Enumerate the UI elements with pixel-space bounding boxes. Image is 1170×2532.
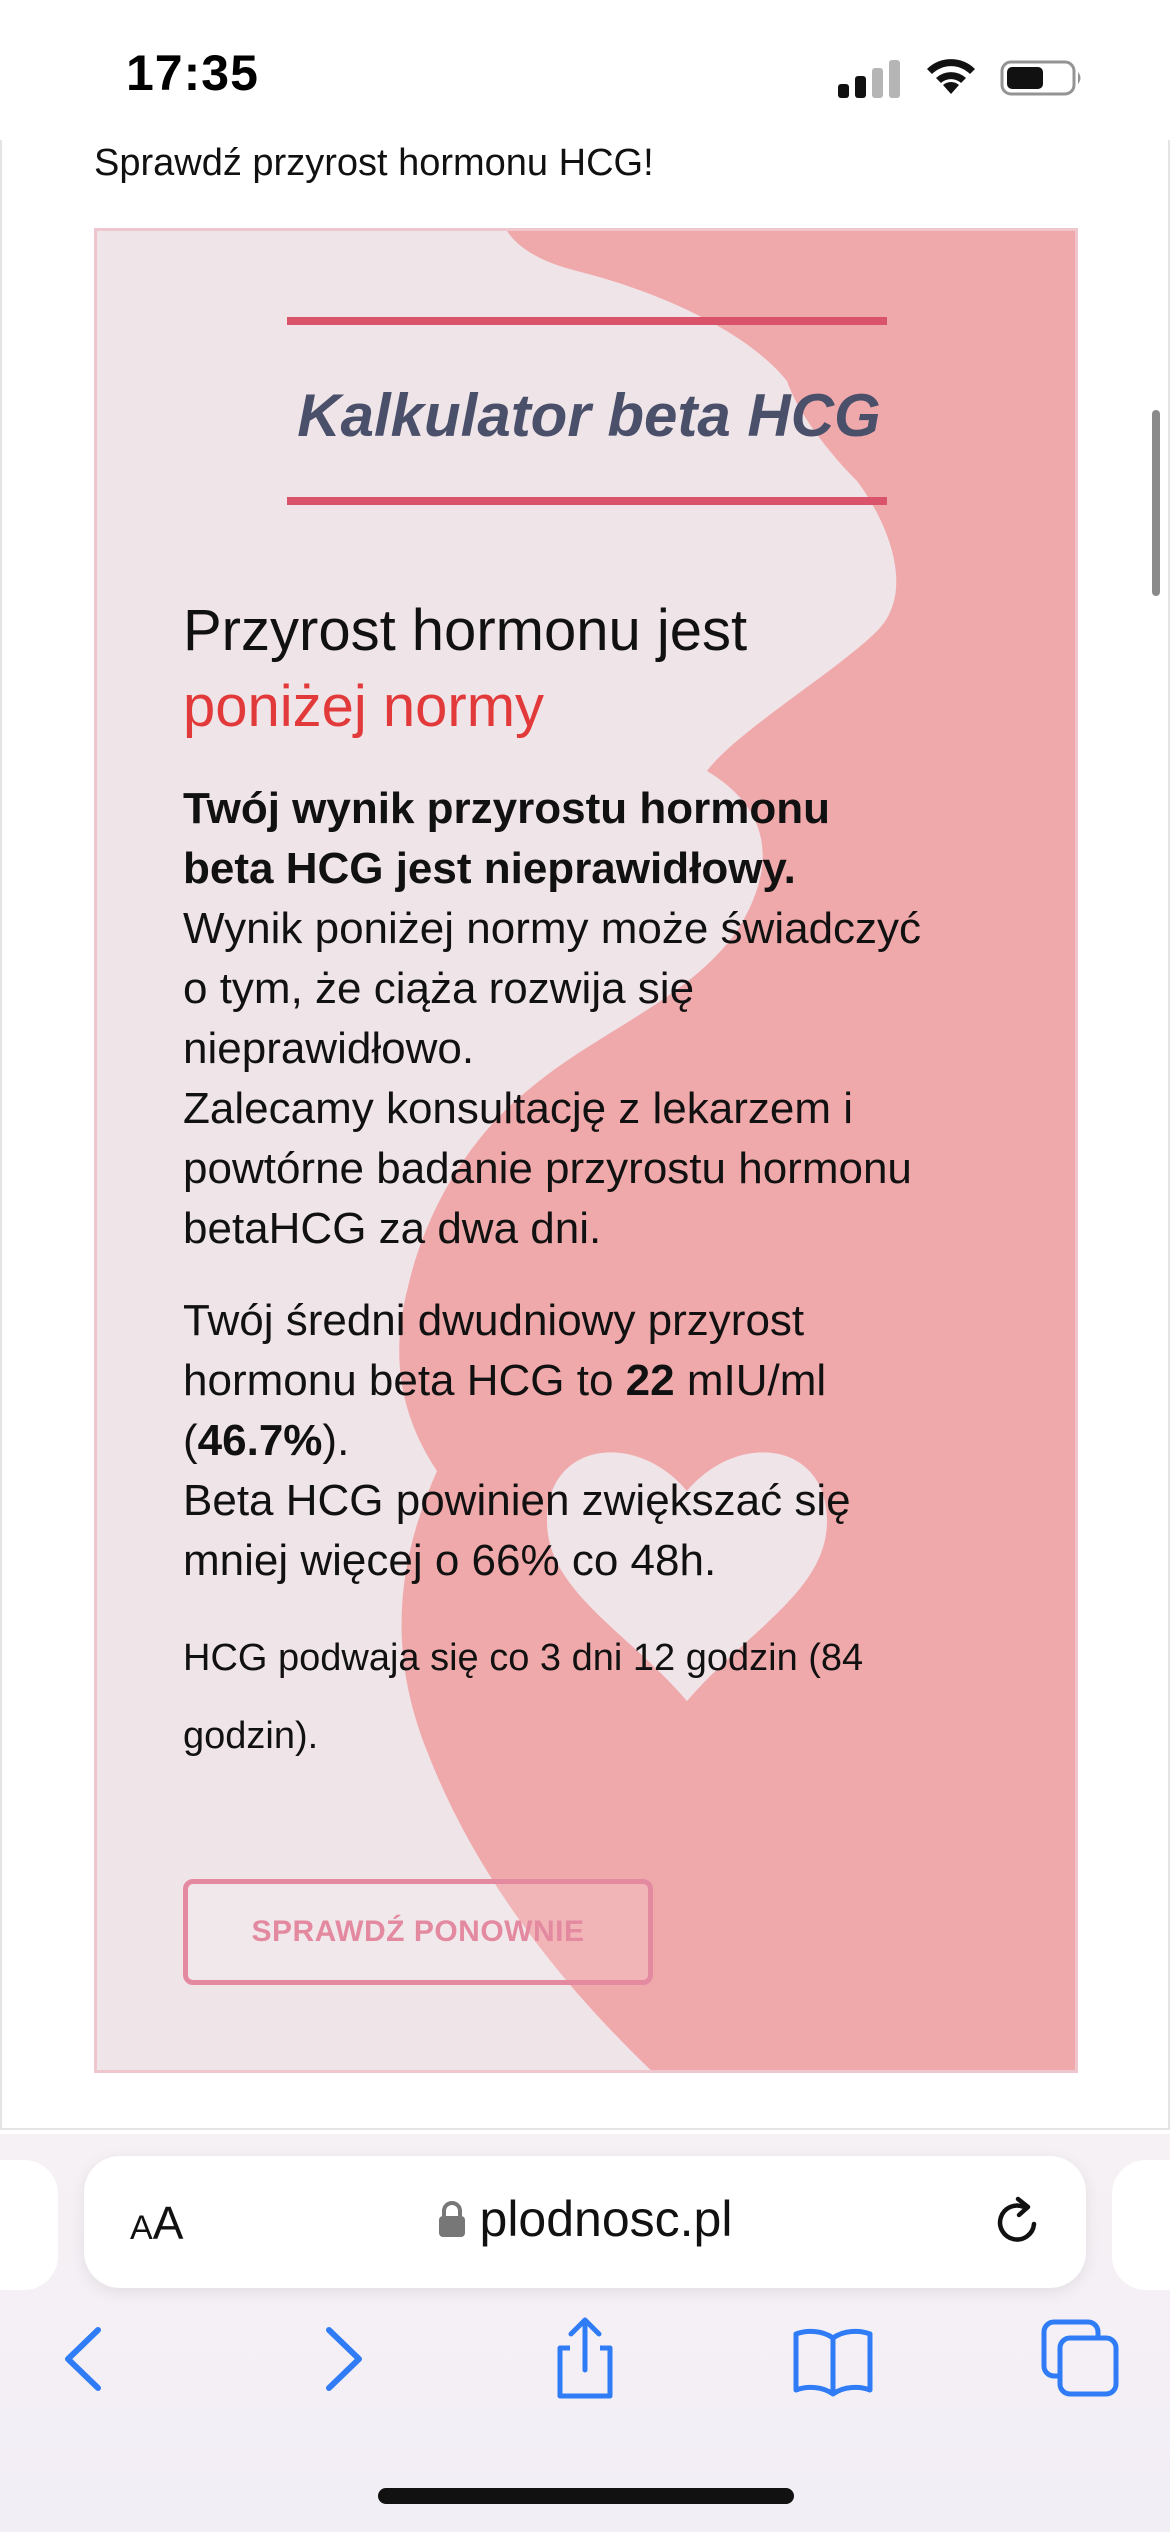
- increase-percent: 46.7%: [197, 1416, 323, 1465]
- previous-tab-peek[interactable]: [0, 2160, 58, 2290]
- reload-icon[interactable]: [990, 2194, 1046, 2250]
- title-rule-top: [287, 317, 887, 325]
- explanation-line: o tym, że ciąża rozwija się: [183, 964, 695, 1013]
- result-status: poniżej normy: [183, 674, 545, 739]
- home-indicator[interactable]: [378, 2488, 794, 2504]
- reader-options-button[interactable]: AA: [130, 2197, 184, 2249]
- browser-toolbar: [0, 2134, 1170, 2532]
- paren-open: (: [183, 1416, 198, 1465]
- next-tab-peek[interactable]: [1112, 2160, 1170, 2290]
- url-display[interactable]: [84, 2190, 1086, 2248]
- scroll-indicator[interactable]: [1152, 410, 1160, 596]
- chevron-right-icon[interactable]: [295, 2314, 385, 2404]
- chevron-left-icon[interactable]: [42, 2314, 132, 2404]
- doubling-line: HCG podwaja się co 3 dni 12 godzin (84: [183, 1637, 864, 1679]
- title-rule-bottom: [287, 497, 887, 505]
- explanation-line: nieprawidłowo.: [183, 1024, 475, 1073]
- result-heading: [183, 593, 983, 745]
- book-icon[interactable]: [788, 2314, 878, 2404]
- summary-line: Beta HCG powinien zwiększać się: [183, 1476, 851, 1525]
- navigation-row: [0, 2314, 1170, 2424]
- battery-icon: [1000, 58, 1084, 98]
- doubling-time: [183, 1619, 1033, 1775]
- status-time: 17:35: [126, 45, 259, 101]
- lock-icon: [438, 2200, 466, 2238]
- result-verdict-line: beta HCG jest nieprawidłowy.: [183, 844, 796, 893]
- summary-text: hormonu beta HCG to: [183, 1356, 626, 1405]
- result-verdict-line: Twój wynik przyrostu hormonu: [183, 784, 830, 833]
- increase-value: 22: [625, 1356, 675, 1405]
- check-again-button[interactable]: SPRAWDŹ PONOWNIE: [183, 1879, 653, 1985]
- explanation-line: betaHCG za dwa dni.: [183, 1204, 602, 1253]
- explanation-line: Zalecamy konsultację z lekarzem i: [183, 1084, 854, 1133]
- paren-close: ).: [322, 1416, 350, 1465]
- increase-unit: mIU/ml: [674, 1356, 827, 1405]
- address-bar[interactable]: [84, 2156, 1086, 2288]
- summary-line: mniej więcej o 66% co 48h.: [183, 1536, 717, 1585]
- url-text: plodnosc.pl: [479, 2191, 733, 2247]
- status-bar: [0, 0, 1170, 140]
- summary-line: [183, 1351, 1033, 1411]
- tabs-icon[interactable]: [1036, 2314, 1126, 2404]
- calculator-title: Kalkulator beta HCG: [297, 382, 881, 449]
- result-heading-line: Przyrost hormonu jest: [183, 598, 748, 663]
- doubling-line: godzin).: [183, 1715, 319, 1757]
- share-icon[interactable]: [540, 2314, 630, 2404]
- cellular-signal-icon: [838, 60, 900, 98]
- increase-summary: [183, 1291, 1033, 1591]
- intro-text: Sprawdź przyrost hormonu HCG!: [94, 142, 654, 184]
- result-explanation: [183, 779, 1033, 1259]
- explanation-line: Wynik poniżej normy może świadczyć: [183, 904, 922, 953]
- wifi-icon: [924, 56, 978, 96]
- explanation-line: powtórne badanie przyrostu hormonu: [183, 1144, 912, 1193]
- hcg-calculator-card: [94, 228, 1078, 2073]
- summary-line: Twój średni dwudniowy przyrost: [183, 1296, 805, 1345]
- summary-line: [183, 1411, 1033, 1471]
